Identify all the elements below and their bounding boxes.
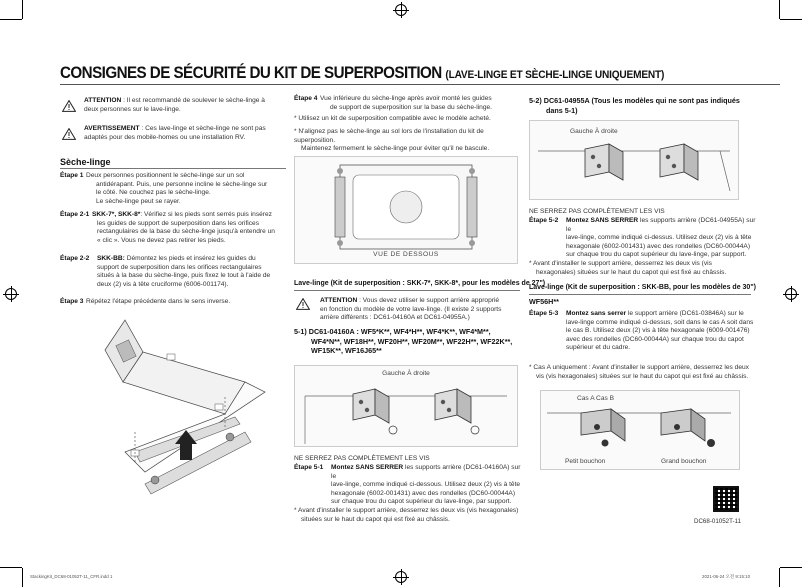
crop-mark [22,0,23,19]
step-label: Étape 4 [294,95,318,102]
note-loosen-screws: * Avant d'installer le support arrière, desserrez les deux vis (vis hexagonales) situées sur le haut du capot qui est fixé au châssis. [294,507,519,523]
large-cap-label: Grand bouchon [661,458,707,465]
crop-mark [0,19,22,20]
warning-icon [296,298,310,310]
step-2-2-text: SKK-BB: Démontez les pieds et insérez les guides du support de superposition dans les orifices rectangulaires situés à la base du sèche-linge, puis fixez le tout à l'aide de deux (2) vis à tête cruciforme (6006-001174). [97,255,271,288]
step-label: Étape 5-3 [529,310,559,317]
note-loosen-screws: * Avant d'installer le support arrière, desserrez les deux vis (vis hexagonales) situées sur le haut du capot qui est fixé au châssis. [529,260,727,276]
note-case-a: * Cas A uniquement : Avant d'installer le support arrière, desserrez les deux vis (vis hexagonales) situées sur le haut du capot qui est fixé au châssis. [529,364,749,380]
footer-timestamp: 2021-06-24 오전 9:15:10 [702,574,751,579]
warning-note: AVERTISSEMENT : Ces lave-linge et sèche-linge ne sont pas adaptés pour des mobile-homes ou une installation RV. [84,125,266,141]
crop-mark [779,0,780,19]
step-label: Étape 5-2 [529,217,559,224]
figure-caption: Cas A Cas B [577,395,615,402]
model-wf56h: WF56H** [529,297,559,306]
step-5-3-text: Montez sans serrer le support arrière (DC61-03846A) sur le lave-linge comme indiqué ci-dessus, soit dans le cas A soit dans le cas B. Utilisez deux (2) vis à tête hexagonale (6009-001476) avec des rondelles (DC60-00044A) sur chaque trou du capot supérieur et du cadre. [566,310,754,352]
page-title: CONSIGNES DE SÉCURITÉ DU KIT DE SUPERPOSITION (LAVE-LINGE ET SÈCHE-LINGE UNIQUEMENT) [60,64,665,82]
model-list-5-2: 5-2) DC61-04955A (Tous les modèles qui ne sont pas indiqués dans 5-1) [529,96,740,115]
footer-file-name: StackingKit_DC68-01052T-11_CFR.indd 1 [30,574,113,579]
do-not-tighten-notice: NE SERREZ PAS COMPLÈTEMENT LES VIS [529,208,665,215]
step-4-text: Vue inférieure du sèche-linge après avoir monté les guides de support de superposition sur la base du sèche-linge. [320,95,493,111]
bottom-view-figure [294,156,518,264]
step-label: Étape 2-1 [60,211,90,218]
crop-mark [779,568,780,587]
small-cap-label: Petit bouchon [565,458,606,465]
bracket-figure-5-1 [294,365,518,447]
qr-code [713,486,739,512]
bracket-figure-5-2 [529,120,739,200]
registration-mark-icon [395,4,407,16]
crop-mark [22,568,23,587]
step-2-1-text: SKK-7*, SKK-8*: Vérifiez si les pieds sont serrés puis insérez les guides de support de superposition dans les orifices rectangulaires de la base du sèche-linge jusqu'à entendre un « clic ». Vous ne devez pas retirer les pieds. [92,211,275,244]
crop-mark [0,567,22,568]
section-heading-dryer: Sèche-linge [60,157,111,167]
registration-mark-icon [785,288,797,300]
figure-caption: Gauche À droite [382,370,430,377]
registration-mark-icon [5,288,17,300]
step-5-2-text: Montez SANS SERRER les supports arrière (DC61-04955A) sur le lave-linge, comme indiqué ci-dessus. Utilisez deux (2) vis à tête hexagonale (6002-001431) avec des rondelles (DC60-00044A) sur chaque trou du capot supérieur du lave-linge, par support. [566,217,756,259]
rear-bracket-illustration [295,366,517,446]
dryer-tilted-illustration [95,312,270,502]
warning-icon [62,100,76,112]
document-code: DC68-01052T-11 [694,518,742,525]
step-label: Étape 3 [60,298,84,305]
step-label: Étape 5-1 [294,464,324,471]
section-divider [294,290,520,291]
dryer-bottom-view-illustration [295,157,517,252]
step-label: Étape 1 [60,172,84,179]
note-compatible-kit: * Utilisez un kit de superposition compatible avec le modèle acheté. [294,115,491,122]
crop-mark [780,19,802,20]
section-divider [60,168,286,169]
attention-note: ATTENTION : Il est recommandé de soulever le sèche-linge à deux personnes sur le lave-linge. [84,97,265,113]
section-heading-washer-27: Lave-linge (Kit de superposition : SKK-7*, SKK-8*, pour les modèles de 27") [294,280,546,287]
do-not-tighten-notice: NE SERREZ PAS COMPLÈTEMENT LES VIS [294,455,430,462]
title-divider [60,84,780,85]
crop-mark [780,567,802,568]
figure-caption: VUE DE DESSOUS [373,251,439,258]
step-1-text: Deux personnes positionnent le sèche-linge sur un sol antidérapant. Puis, une personne incline le sèche-linge sur le côté. Ne couchez pas le sèche-linge. Le sèche-linge peut se rayer. [86,172,268,205]
step-5-1-text: Montez SANS SERRER les supports arrière (DC61-04160A) sur le lave-linge, comme indiqué ci-dessous. Utilisez deux (2) vis à tête hexagonale (6002-001431) avec des rondelles (DC60-00044A) sur chaque trou du capot supérieur du lave-linge, par support. [331,464,521,506]
figure-caption: Gauche À droite [570,128,618,135]
page-subtitle: (LAVE-LINGE ET SÈCHE-LINGE UNIQUEMENT) [445,69,665,81]
step-label: Étape 2-2 [60,255,90,262]
section-heading-washer-30: Lave-linge (Kit de superposition : SKK-BB, pour les modèles de 30") [529,284,756,291]
warning-icon [62,128,76,140]
step-3-text: Répétez l'étape précédente dans le sens inverse. [86,298,231,305]
rear-bracket-illustration [530,121,738,199]
model-list-5-1: 5-1) DC61-04160A : WF5*K**, WF4*H**, WF4*K**, WF4*M**, WF4*N**, WF18H**, WF20H**, WF20M**, WF22H**, WF22K**, WF15K**, WF16J65** [294,327,513,356]
attention-bracket-note: ATTENTION : Vous devez utiliser le support arrière approprié en fonction du modèle de votre lave-linge. (Il existe 2 supports arrière différents : DC61-04160A et DC61-04955A.) [320,297,502,322]
section-divider [529,294,751,295]
bracket-figure-5-3 [540,390,740,470]
registration-mark-icon [395,571,407,583]
note-do-not-align: * N'alignez pas le sèche-linge au sol lors de l'installation du kit de superposition. Maintenez fermement le sèche-linge pour éviter qu'il ne bascule. [294,128,490,153]
